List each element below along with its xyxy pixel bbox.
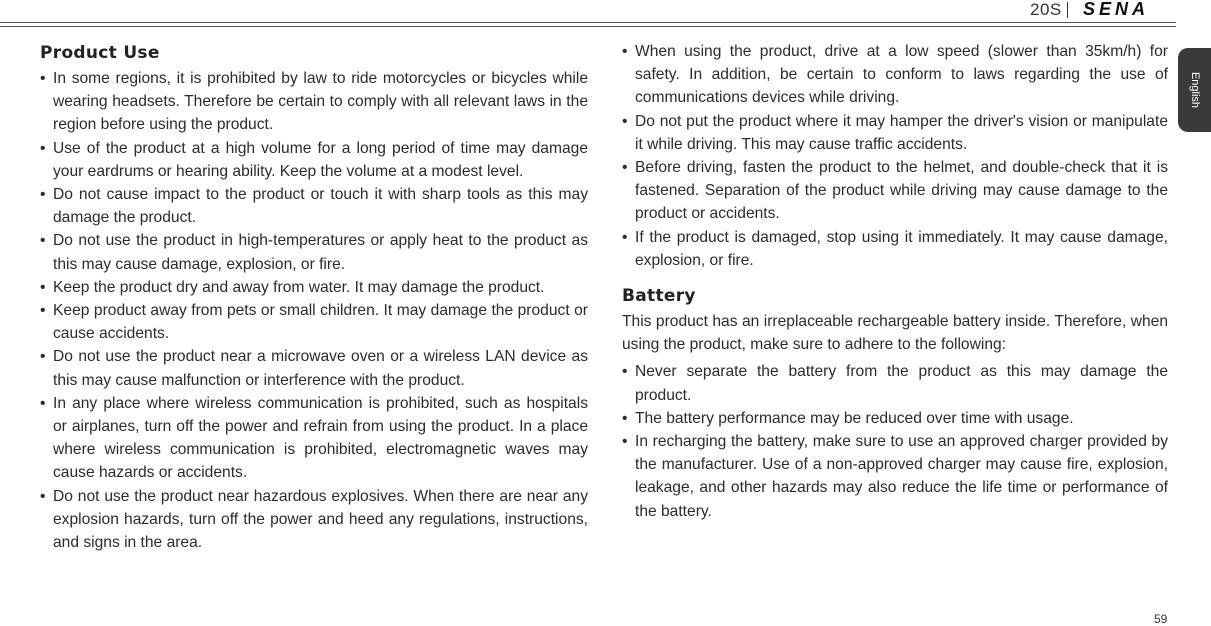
list-item: • Do not put the product where it may hamper the driver's vision or manipulate it while driving. This may cause traffic accidents. <box>622 110 1168 156</box>
list-item: • In any place where wireless communication is prohibited, such as hospitals or airplanes, turn off the power and refrain from using the product. In a place where wireless communication is prohibited, electromagnetic waves may cause hazards or accidents. <box>40 392 588 485</box>
list-item: • Never separate the battery from the product as this may damage the product. <box>622 360 1168 406</box>
list-item: • Do not use the product near hazardous explosives. When there are near any explosion hazards, turn off the power and heed any regulations, instructions, and signs in the area. <box>40 485 588 555</box>
list-item: • Do not use the product near a microwave oven or a wireless LAN device as this may cause malfunction or interference with the product. <box>40 345 588 391</box>
battery-list <box>622 360 1168 522</box>
page-number: 59 <box>1154 612 1168 626</box>
list-item: • In some regions, it is prohibited by law to ride motorcycles or bicycles while wearing headsets. Therefore be certain to comply with all relevant laws in the region before using the product. <box>40 67 588 137</box>
header-separator <box>1067 2 1068 18</box>
list-item: • In recharging the battery, make sure to use an approved charger provided by the manufacturer. Use of a non-approved charger may cause fire, explosion, leakage, and other hazards may also reduce the life time or performance of the battery. <box>622 430 1168 523</box>
language-tab-label: English <box>1188 71 1201 109</box>
list-item: • Before driving, fasten the product to the helmet, and double-check that it is fastened. Separation of the product while driving may cause damage to the product or accidents. <box>622 156 1168 226</box>
header-rule-top <box>0 22 1176 23</box>
list-item: • Use of the product at a high volume for a long period of time may damage your eardrums or hearing ability. Keep the volume at a modest level. <box>40 137 588 183</box>
model-label: 20S <box>1026 0 1066 20</box>
list-item: • When using the product, drive at a low speed (slower than 35km/h) for safety. In addition, be certain to conform to laws regarding the use of communications devices while driving. <box>622 40 1168 110</box>
section-title-battery: Battery <box>622 286 696 307</box>
brand-logo: SENA <box>1080 0 1152 20</box>
product-use-list-continued <box>622 40 1168 272</box>
right-column <box>622 40 1168 523</box>
product-use-list <box>40 67 588 554</box>
list-item: • Keep product away from pets or small children. It may damage the product or cause accidents. <box>40 299 588 345</box>
battery-intro: This product has an irreplaceable rechargeable battery inside. Therefore, when using the product, make sure to adhere to the following: <box>622 313 1168 354</box>
list-item: • Do not use the product in high-temperatures or apply heat to the product as this may cause damage, explosion, or fire. <box>40 229 588 275</box>
section-title-product-use: Product Use <box>40 43 160 63</box>
list-item: • Keep the product dry and away from water. It may damage the product. <box>40 276 588 299</box>
left-column <box>40 40 588 554</box>
language-tab <box>1178 48 1211 132</box>
list-item: • If the product is damaged, stop using it immediately. It may cause damage, explosion, or fire. <box>622 226 1168 272</box>
header-rule-bottom <box>0 26 1176 27</box>
list-item: • Do not cause impact to the product or touch it with sharp tools as this may damage the product. <box>40 183 588 229</box>
list-item: • The battery performance may be reduced over time with usage. <box>622 407 1168 430</box>
